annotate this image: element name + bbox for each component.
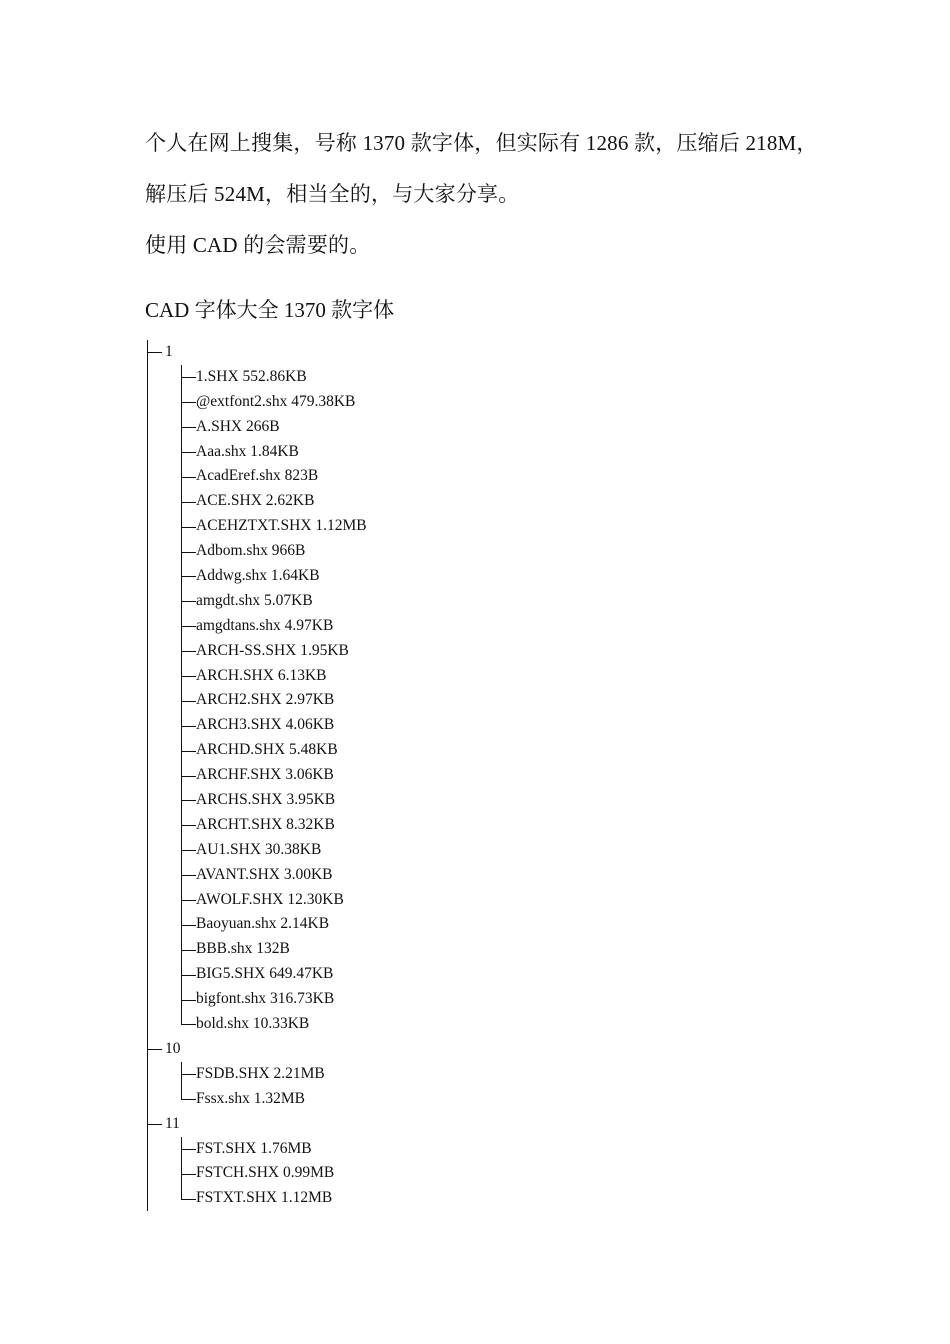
tree-file-name: AcadEref.shx 823B: [196, 467, 319, 485]
tree-vertical-line: [147, 464, 148, 489]
tree-file-name: ARCHD.SHX 5.48KB: [196, 741, 338, 759]
tree-vertical-line: [147, 838, 148, 863]
tree-vertical-line: [147, 589, 148, 614]
tree-file: [145, 589, 845, 614]
tree-folder-name: 11: [165, 1114, 180, 1132]
tree-vertical-line: [147, 415, 148, 440]
tree-file: [145, 738, 845, 763]
tree-vertical-line: [147, 763, 148, 788]
tree-vertical-line: [147, 813, 148, 838]
tree-vertical-line: [147, 1137, 148, 1162]
tree-vertical-line: [147, 1062, 148, 1087]
tree-folder: [145, 340, 845, 365]
tree-folder-name: 10: [165, 1039, 181, 1057]
tree-folder: [145, 1112, 845, 1137]
tree-file: [145, 888, 845, 913]
intro-paragraph: [145, 118, 845, 271]
tree-file-name: BIG5.SHX 649.47KB: [196, 965, 334, 983]
intro-line-2: 解压后 524M，相当全的，与大家分享。: [145, 182, 520, 206]
tree-vertical-line: [147, 888, 148, 913]
tree-vertical-line: [147, 489, 148, 514]
tree-vertical-line: [147, 863, 148, 888]
tree-vertical-line: [147, 539, 148, 564]
tree-vertical-line: [147, 713, 148, 738]
tree-file: [145, 1161, 845, 1186]
tree-file-name: amgdt.shx 5.07KB: [196, 591, 313, 609]
tree-vertical-line: [147, 688, 148, 713]
tree-vertical-line: [147, 639, 148, 664]
tree-file: [145, 813, 845, 838]
tree-file-name: Aaa.shx 1.84KB: [196, 442, 299, 460]
tree-file: [145, 962, 845, 987]
tree-file: [145, 415, 845, 440]
tree-file: [145, 464, 845, 489]
tree-vertical-line: [147, 962, 148, 987]
tree-vertical-line: [147, 738, 148, 763]
tree-vertical-line: [147, 1087, 148, 1112]
tree-file: [145, 1186, 845, 1211]
tree-file: [145, 514, 845, 539]
tree-vertical-line: [147, 664, 148, 689]
tree-folder-name: 1: [165, 343, 173, 360]
tree-file: [145, 614, 845, 639]
tree-file-name: Addwg.shx 1.64KB: [196, 567, 320, 585]
tree-file-name: bigfont.shx 316.73KB: [196, 990, 335, 1008]
tree-file: [145, 863, 845, 888]
tree-file-name: BBB.shx 132B: [196, 940, 290, 958]
tree-folder: [145, 1037, 845, 1062]
tree-vertical-line: [147, 514, 148, 539]
tree-file: [145, 763, 845, 788]
tree-file-name: AVANT.SHX 3.00KB: [196, 865, 333, 883]
tree-vertical-line: [147, 1012, 148, 1037]
file-tree: [145, 340, 845, 1211]
tree-file: [145, 912, 845, 937]
tree-file-name: ARCHS.SHX 3.95KB: [196, 791, 336, 809]
tree-file-name: A.SHX 266B: [196, 417, 280, 435]
tree-file-name: 1.SHX 552.86KB: [196, 367, 307, 385]
tree-file-name: bold.shx 10.33KB: [196, 1015, 310, 1033]
tree-vertical-line: [147, 614, 148, 639]
tree-file: [145, 1012, 845, 1037]
tree-file-name: FST.SHX 1.76MB: [196, 1139, 312, 1157]
tree-file: [145, 365, 845, 390]
tree-file: [145, 564, 845, 589]
tree-file-name: FSDB.SHX 2.21MB: [196, 1064, 325, 1082]
tree-file-name: ARCH2.SHX 2.97KB: [196, 691, 335, 709]
tree-file-name: Adbom.shx 966B: [196, 542, 306, 560]
tree-vertical-line: [147, 440, 148, 465]
intro-line-3: 使用 CAD 的会需要的。: [145, 233, 371, 257]
tree-file: [145, 1087, 845, 1112]
tree-file: [145, 539, 845, 564]
tree-file: [145, 688, 845, 713]
intro-line-1: 个人在网上搜集，号称 1370 款字体，但实际有 1286 款，压缩后 218M，: [145, 131, 818, 155]
tree-file-name: amgdtans.shx 4.97KB: [196, 616, 334, 634]
tree-file-name: ARCH-SS.SHX 1.95KB: [196, 641, 349, 659]
tree-file-name: AWOLF.SHX 12.30KB: [196, 890, 344, 908]
tree-file: [145, 664, 845, 689]
tree-vertical-line: [147, 365, 148, 390]
tree-file: [145, 489, 845, 514]
tree-file: [145, 639, 845, 664]
tree-vertical-line: [147, 564, 148, 589]
tree-vertical-line: [147, 390, 148, 415]
tree-file-name: ARCH3.SHX 4.06KB: [196, 716, 335, 734]
tree-vertical-line: [147, 937, 148, 962]
tree-file: [145, 440, 845, 465]
tree-file-name: ARCHT.SHX 8.32KB: [196, 815, 335, 833]
tree-file: [145, 390, 845, 415]
tree-file-name: ARCHF.SHX 3.06KB: [196, 766, 334, 784]
tree-file: [145, 1137, 845, 1162]
tree-vertical-line: [147, 1186, 148, 1211]
tree-file: [145, 937, 845, 962]
tree-vertical-line: [147, 912, 148, 937]
tree-file-name: ACE.SHX 2.62KB: [196, 492, 315, 510]
tree-vertical-line: [147, 788, 148, 813]
tree-file-name: ARCH.SHX 6.13KB: [196, 666, 327, 684]
tree-file-name: FSTXT.SHX 1.12MB: [196, 1189, 333, 1207]
tree-file-name: Baoyuan.shx 2.14KB: [196, 915, 330, 933]
tree-file-name: ACEHZTXT.SHX 1.12MB: [196, 517, 367, 535]
document-title: CAD 字体大全 1370 款字体: [145, 298, 395, 322]
tree-vertical-line: [147, 987, 148, 1012]
tree-vertical-line: [147, 1161, 148, 1186]
tree-file: [145, 713, 845, 738]
tree-file-name: AU1.SHX 30.38KB: [196, 840, 322, 858]
tree-file: [145, 788, 845, 813]
tree-file-name: FSTCH.SHX 0.99MB: [196, 1164, 335, 1182]
tree-file-name: @extfont2.shx 479.38KB: [196, 392, 356, 410]
tree-file: [145, 1062, 845, 1087]
tree-file: [145, 987, 845, 1012]
tree-file: [145, 838, 845, 863]
tree-file-name: Fssx.shx 1.32MB: [196, 1089, 305, 1107]
